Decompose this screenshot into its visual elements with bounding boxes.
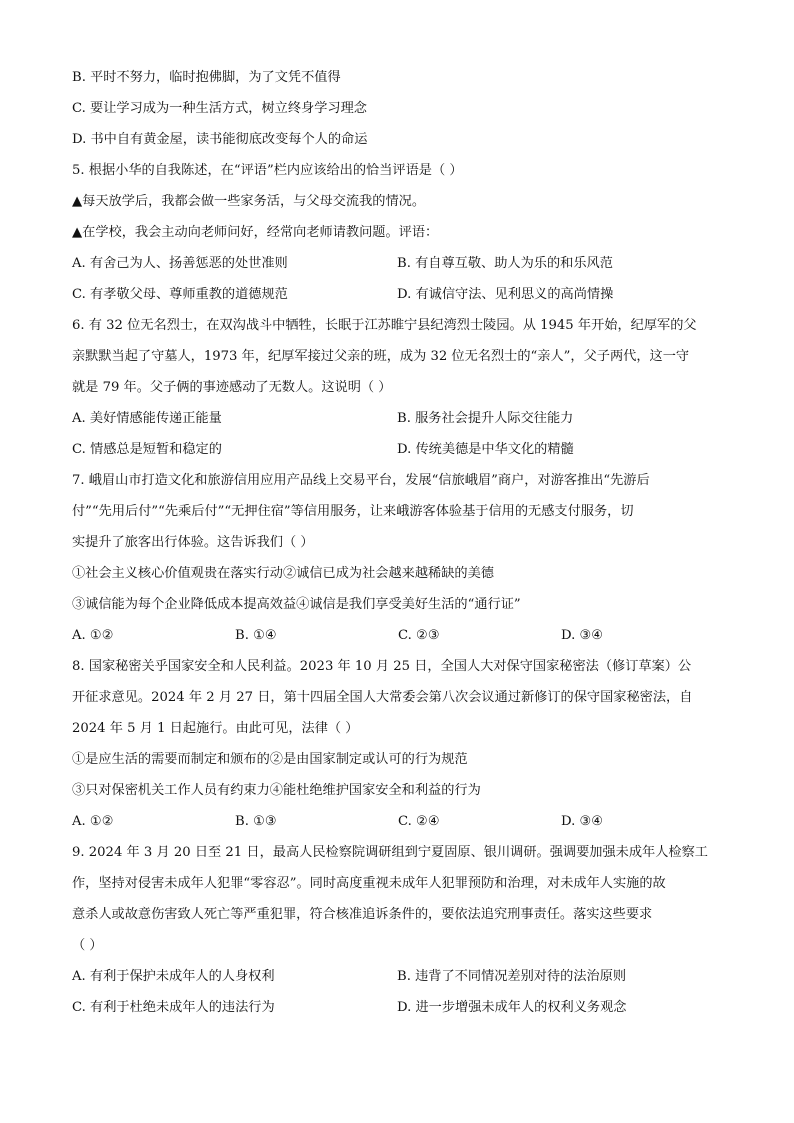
q8-item-line-1: ①是应生活的需要而制定和颁布的②是由国家制定或认可的行为规范 <box>72 752 468 767</box>
q8-stem-line-1: 8. 国家秘密关乎国家安全和人民利益。2023 年 10 月 25 日，全国人大对保守国家秘密法（修订草案）公 <box>72 659 692 674</box>
q4-option-c: C. 要让学习成为一种生活方式，树立终身学习理念 <box>72 101 367 116</box>
q6-options-row-2 <box>72 434 732 465</box>
q4-option-d: D. 书中自有黄金屋，读书能彻底改变每个人的命运 <box>72 132 368 147</box>
q9-options-row-2 <box>72 992 732 1023</box>
q9-stem-line-3: 意杀人或故意伤害致人死亡等严重犯罪，符合核准追诉条件的，要依法追究刑事责任。落实这些要求 <box>72 907 653 922</box>
q6-stem-line-3: 就是 79 年。父子俩的事迹感动了无数人。这说明（ ） <box>72 380 392 395</box>
q5-options-row-1 <box>72 248 732 279</box>
q7-option-a: A. ①② <box>72 628 114 643</box>
q9-option-d: D. 进一步增强未成年人的权利义务观念 <box>397 1000 627 1015</box>
q4-option-b: B. 平时不努力，临时抱佛脚，为了文凭不值得 <box>72 70 341 85</box>
q8-option-a: A. ①② <box>72 814 114 829</box>
q8-option-c: C. ②④ <box>398 814 440 829</box>
q5-option-b: B. 有自尊互敬、助人为乐的和乐风范 <box>397 256 613 271</box>
q7-option-d: D. ③④ <box>561 628 604 643</box>
q7-stem-line-1: 7. 峨眉山市打造文化和旅游信用应用产品线上交易平台，发展“信旅峨眉”商户，对游客推出“先游后 <box>72 473 650 488</box>
q5-option-d: D. 有诚信守法、见利思义的高尚情操 <box>397 287 614 302</box>
q6-stem-line-2: 亲默默当起了守墓人，1973 年，纪厚军接过父亲的班，成为 32 位无名烈士的“亲人”，父子两代，这一守 <box>72 349 690 364</box>
q6-option-a: A. 美好情感能传递正能量 <box>72 411 222 426</box>
q9-options-row-1 <box>72 961 732 992</box>
q5-stem: 5. 根据小华的自我陈述，在“评语”栏内应该给出的恰当评语是（ ） <box>72 163 463 178</box>
q8-stem-line-2: 开征求意见。2024 年 2 月 27 日，第十四届全国人大常委会第八次会议通过新修订的保守国家秘密法，自 <box>72 690 693 705</box>
q8-option-b: B. ①③ <box>235 814 277 829</box>
q9-option-a: A. 有利于保护未成年人的人身权利 <box>72 969 275 984</box>
q8-item-line-2: ③只对保密机关工作人员有约束力④能杜绝维护国家安全和利益的行为 <box>72 783 481 798</box>
q9-stem-line-1: 9. 2024 年 3 月 20 日至 21 日，最高人民检察院调研组到宁夏固原、银川调研。强调要加强未成年人检察工 <box>72 845 708 860</box>
q5-option-c: C. 有孝敬父母、尊师重教的道德规范 <box>72 287 288 302</box>
q5-options-row-2 <box>72 279 732 310</box>
q6-stem-line-1: 6. 有 32 位无名烈士，在双沟战斗中牺牲，长眠于江苏睢宁县纪湾烈士陵园。从 1945 年开始，纪厚军的父 <box>72 318 697 333</box>
q8-option-d: D. ③④ <box>561 814 604 829</box>
q6-options-row-1 <box>72 403 732 434</box>
q6-option-c: C. 情感总是短暂和稳定的 <box>72 442 222 457</box>
q6-option-b: B. 服务社会提升人际交往能力 <box>397 411 574 426</box>
q7-stem-line-2: 付”“先用后付”“先乘后付”“无押住宿”等信用服务，让来峨游客体验基于信用的无感支付服务，切 <box>72 504 634 519</box>
q9-option-c: C. 有利于杜绝未成年人的违法行为 <box>72 1000 275 1015</box>
q7-item-line-2: ③诚信能为每个企业降低成本提高效益④诚信是我们享受美好生活的“通行证” <box>72 597 521 612</box>
q9-stem-line-2: 作，坚持对侵害未成年人犯罪“零容忍”。同时高度重视未成年人犯罪预防和治理，对未成年人实施的故 <box>72 876 666 891</box>
q5-option-a: A. 有舍己为人、扬善惩恶的处世准则 <box>72 256 288 271</box>
exam-page <box>72 62 732 1023</box>
q7-options-row <box>72 620 732 651</box>
q7-option-b: B. ①④ <box>235 628 277 643</box>
q5-statement-2: ▲在学校，我会主动向老师问好，经常向老师请教问题。评语： <box>72 225 439 240</box>
q7-stem-line-3: 实提升了旅客出行体验。这告诉我们（ ） <box>72 535 314 550</box>
q6-option-d: D. 传统美德是中华文化的精髓 <box>397 442 574 457</box>
q9-stem-line-4: （ ） <box>72 938 103 953</box>
q8-options-row <box>72 806 732 837</box>
q7-option-c: C. ②③ <box>398 628 440 643</box>
q8-stem-line-3: 2024 年 5 月 1 日起施行。由此可见，法律（ ） <box>72 721 359 736</box>
q7-item-line-1: ①社会主义核心价值观贵在落实行动②诚信已成为社会越来越稀缺的美德 <box>72 566 494 581</box>
q5-statement-1: ▲每天放学后，我都会做一些家务活，与父母交流我的情况。 <box>72 194 426 209</box>
q9-option-b: B. 违背了不同情况差别对待的法治原则 <box>397 969 627 984</box>
